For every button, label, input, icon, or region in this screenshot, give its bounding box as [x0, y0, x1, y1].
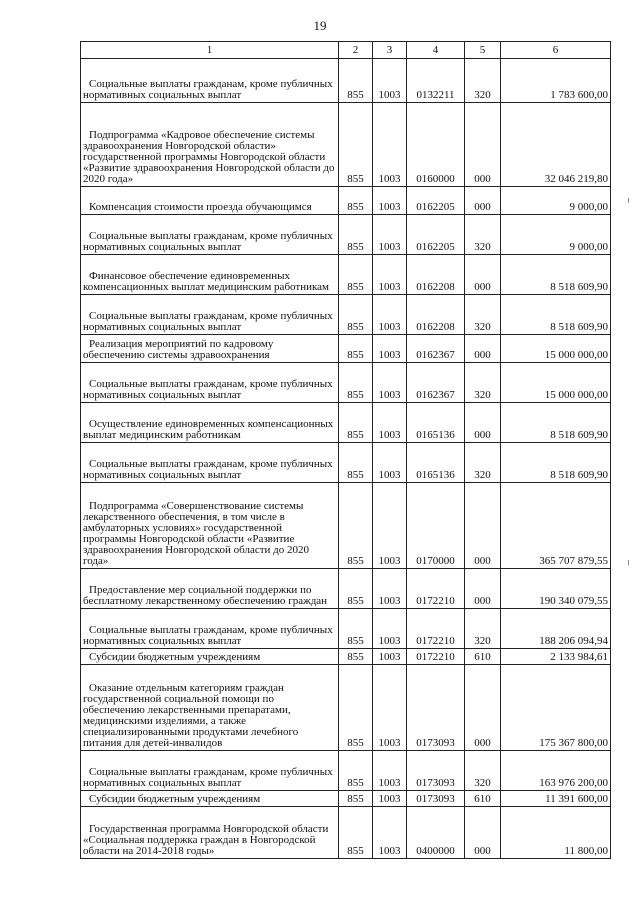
row-code-3: 1003: [373, 215, 407, 255]
row-code-5: 320: [465, 295, 501, 335]
row-code-5: 000: [465, 569, 501, 609]
header-col-2: 2: [339, 42, 373, 59]
row-code-3: 1003: [373, 751, 407, 791]
header-col-5: 5: [465, 42, 501, 59]
row-name: [81, 791, 339, 807]
table-row: [81, 255, 611, 295]
table-row: [81, 807, 611, 859]
page-number: 19: [313, 18, 327, 33]
row-code-3: 1003: [373, 807, 407, 859]
row-code-3: 1003: [373, 59, 407, 103]
row-name: [81, 665, 339, 751]
row-name-text: Социальные выплаты гражданам, кроме публичных нормативных социальных выплат: [83, 458, 333, 481]
row-amount: 8 518 609,90: [501, 403, 611, 443]
table-body: [81, 59, 611, 859]
table-row: [81, 569, 611, 609]
row-amount: 11 800,00: [501, 807, 611, 859]
row-code-2: 855: [339, 665, 373, 751]
row-code-4: 0132211: [407, 59, 465, 103]
row-name-text: Оказание отдельным категориям граждан государственной социальной помощи по обеспечению лекарственными препаратами, медицинскими изделиями, а также специализированными продуктами лечебного питания для детей-инвалидов: [83, 682, 299, 749]
header-col-6: 6: [501, 42, 611, 59]
row-code-4: 0162208: [407, 255, 465, 295]
row-code-4: 0162208: [407, 295, 465, 335]
row-code-2: 855: [339, 255, 373, 295]
row-code-5: 320: [465, 363, 501, 403]
row-name-text: Компенсация стоимости проезда обучающимся: [89, 201, 312, 213]
row-code-5: 610: [465, 649, 501, 665]
row-name-text: Социальные выплаты гражданам, кроме публичных нормативных социальных выплат: [83, 78, 333, 101]
table-row: [81, 103, 611, 187]
row-code-2: 855: [339, 215, 373, 255]
row-amount: 8 518 609,90: [501, 295, 611, 335]
row-code-3: 1003: [373, 187, 407, 215]
row-code-5: 320: [465, 215, 501, 255]
table-row: [81, 187, 611, 215]
row-name: [81, 215, 339, 255]
row-code-4: 0162205: [407, 187, 465, 215]
scan-mark: [628, 560, 629, 565]
row-code-4: 0160000: [407, 103, 465, 187]
row-code-3: 1003: [373, 335, 407, 363]
row-name-text: Подпрограмма «Совершенствование системы лекарственного обеспечения, в том числе в амбулаторных условиях» государственной программы Новгородской области «Развитие здравоохранения Новгородской области до 2020 года»: [83, 500, 310, 567]
table-header-row: [81, 42, 611, 59]
row-amount: 190 340 079,55: [501, 569, 611, 609]
row-name: [81, 255, 339, 295]
table-row: [81, 335, 611, 363]
row-code-4: 0173093: [407, 791, 465, 807]
row-name-text: Социальные выплаты гражданам, кроме публичных нормативных социальных выплат: [83, 624, 333, 647]
row-name: [81, 295, 339, 335]
row-name: [81, 649, 339, 665]
row-code-5: 610: [465, 791, 501, 807]
row-code-4: 0173093: [407, 665, 465, 751]
row-amount: 188 206 094,94: [501, 609, 611, 649]
row-amount: 9 000,00: [501, 187, 611, 215]
row-code-2: 855: [339, 569, 373, 609]
row-code-3: 1003: [373, 255, 407, 295]
row-code-4: 0162367: [407, 363, 465, 403]
table-row: [81, 363, 611, 403]
row-code-2: 855: [339, 791, 373, 807]
row-code-5: 000: [465, 335, 501, 363]
row-name: [81, 187, 339, 215]
row-amount: 175 367 800,00: [501, 665, 611, 751]
header-col-3: 3: [373, 42, 407, 59]
row-code-5: 320: [465, 59, 501, 103]
row-code-2: 855: [339, 59, 373, 103]
row-code-3: 1003: [373, 483, 407, 569]
row-amount: 8 518 609,90: [501, 443, 611, 483]
row-code-2: 855: [339, 295, 373, 335]
row-name-text: Социальные выплаты гражданам, кроме публичных нормативных социальных выплат: [83, 230, 333, 253]
row-name: [81, 483, 339, 569]
row-code-4: 0165136: [407, 443, 465, 483]
row-amount: 365 707 879,55: [501, 483, 611, 569]
row-name-text: Субсидии бюджетным учреждениям: [89, 651, 261, 663]
table-row: [81, 751, 611, 791]
row-name: [81, 335, 339, 363]
row-name-text: Государственная программа Новгородской области «Социальная поддержка граждан в Новгородской области на 2014-2018 годы»: [83, 823, 329, 857]
row-code-2: 855: [339, 403, 373, 443]
table-row: [81, 59, 611, 103]
row-code-3: 1003: [373, 363, 407, 403]
row-code-2: 855: [339, 807, 373, 859]
row-name: [81, 363, 339, 403]
row-name-text: Социальные выплаты гражданам, кроме публичных нормативных социальных выплат: [83, 378, 333, 401]
row-code-3: 1003: [373, 665, 407, 751]
row-code-4: 0400000: [407, 807, 465, 859]
row-code-3: 1003: [373, 403, 407, 443]
row-code-2: 855: [339, 363, 373, 403]
row-name-text: Социальные выплаты гражданам, кроме публичных нормативных социальных выплат: [83, 766, 333, 789]
row-amount: 15 000 000,00: [501, 363, 611, 403]
row-amount: 15 000 000,00: [501, 335, 611, 363]
row-name: [81, 807, 339, 859]
row-code-5: 000: [465, 103, 501, 187]
row-code-4: 0162205: [407, 215, 465, 255]
row-code-5: 320: [465, 609, 501, 649]
table-row: [81, 215, 611, 255]
row-code-2: 855: [339, 751, 373, 791]
row-code-5: 320: [465, 751, 501, 791]
row-name-text: Реализация мероприятий по кадровому обеспечению системы здравоохранения: [83, 338, 274, 361]
row-code-4: 0165136: [407, 403, 465, 443]
row-name: [81, 443, 339, 483]
row-name: [81, 403, 339, 443]
header-col-4: 4: [407, 42, 465, 59]
row-code-3: 1003: [373, 791, 407, 807]
row-code-2: 855: [339, 335, 373, 363]
row-name: [81, 609, 339, 649]
row-code-5: 000: [465, 665, 501, 751]
table-row: [81, 483, 611, 569]
table-row: [81, 295, 611, 335]
table-row: [81, 665, 611, 751]
table-row: [81, 403, 611, 443]
row-name-text: Подпрограмма «Кадровое обеспечение системы здравоохранения Новгородской области» государственной программы Новгородской области «Развитие здравоохранения Новгородской области до 2020 года»: [83, 129, 335, 185]
row-amount: 9 000,00: [501, 215, 611, 255]
row-code-5: 000: [465, 187, 501, 215]
row-name-text: Социальные выплаты гражданам, кроме публичных нормативных социальных выплат: [83, 310, 333, 333]
budget-table: [80, 41, 611, 859]
row-code-5: 000: [465, 255, 501, 295]
row-code-5: 320: [465, 443, 501, 483]
row-amount: 32 046 219,80: [501, 103, 611, 187]
row-code-2: 855: [339, 483, 373, 569]
table-row: [81, 649, 611, 665]
row-name: [81, 59, 339, 103]
row-code-4: 0162367: [407, 335, 465, 363]
row-code-3: 1003: [373, 103, 407, 187]
row-code-3: 1003: [373, 649, 407, 665]
row-code-4: 0170000: [407, 483, 465, 569]
row-code-4: 0172210: [407, 649, 465, 665]
row-code-4: 0172210: [407, 569, 465, 609]
row-amount: 2 133 984,61: [501, 649, 611, 665]
row-code-3: 1003: [373, 295, 407, 335]
scan-mark: [628, 198, 629, 203]
row-code-2: 855: [339, 187, 373, 215]
row-name-text: Осуществление единовременных компенсационных выплат медицинским работникам: [83, 418, 334, 441]
table-row: [81, 791, 611, 807]
row-code-3: 1003: [373, 569, 407, 609]
row-amount: 1 783 600,00: [501, 59, 611, 103]
row-code-4: 0173093: [407, 751, 465, 791]
row-code-5: 000: [465, 807, 501, 859]
header-col-1: 1: [81, 42, 339, 59]
row-amount: 11 391 600,00: [501, 791, 611, 807]
row-code-4: 0172210: [407, 609, 465, 649]
row-code-3: 1003: [373, 609, 407, 649]
row-amount: 163 976 200,00: [501, 751, 611, 791]
table-row: [81, 443, 611, 483]
row-code-2: 855: [339, 649, 373, 665]
row-code-5: 000: [465, 483, 501, 569]
row-code-3: 1003: [373, 443, 407, 483]
row-amount: 8 518 609,90: [501, 255, 611, 295]
row-name: [81, 103, 339, 187]
table-row: [81, 609, 611, 649]
row-code-2: 855: [339, 609, 373, 649]
row-name-text: Субсидии бюджетным учреждениям: [89, 793, 261, 805]
row-name-text: Финансовое обеспечение единовременных компенсационных выплат медицинским работникам: [83, 270, 329, 293]
row-code-2: 855: [339, 443, 373, 483]
row-name: [81, 569, 339, 609]
row-name: [81, 751, 339, 791]
row-code-5: 000: [465, 403, 501, 443]
row-name-text: Предоставление мер социальной поддержки по бесплатному лекарственному обеспечению граждан: [83, 584, 328, 607]
row-code-2: 855: [339, 103, 373, 187]
